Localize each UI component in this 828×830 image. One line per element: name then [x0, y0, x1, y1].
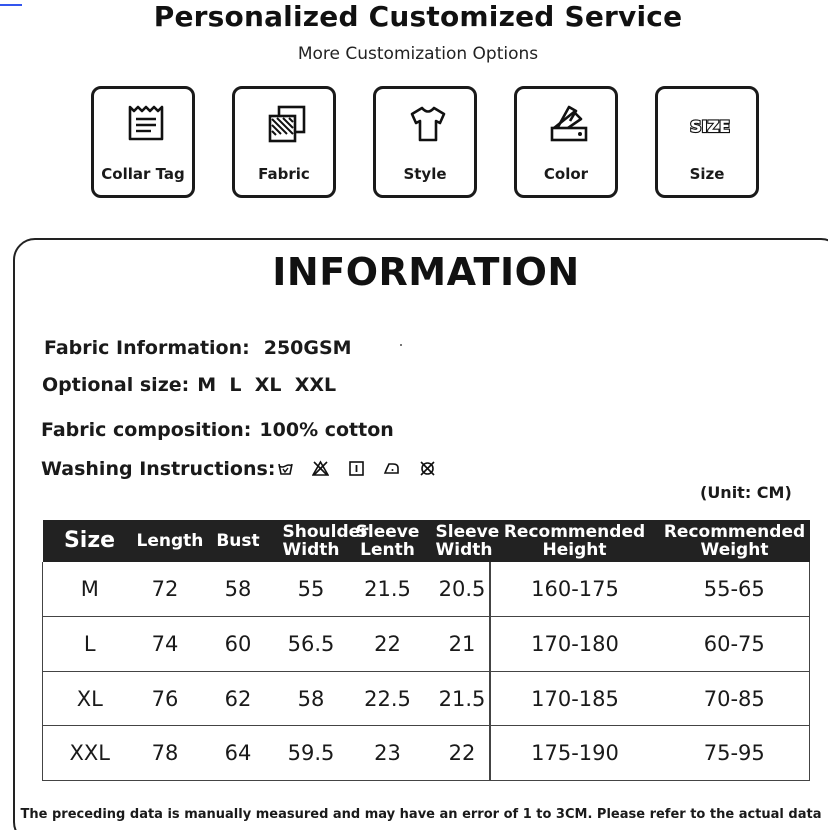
- fabric-information-line: [44, 337, 352, 359]
- no-dry-clean-icon: [419, 460, 436, 477]
- table-row: [43, 726, 810, 781]
- washing-instructions-line: [41, 458, 275, 480]
- cell-sleeve-width: 21.5: [436, 671, 490, 726]
- fabric-composition-label: Fabric composition:: [41, 419, 252, 441]
- fabric-icon: [266, 103, 308, 145]
- optional-size-value: M L XL XXL: [197, 374, 337, 396]
- footer-note: The preceding data is manually measured and may have an error of 1 to 3CM. Please refer to the actual data: [20, 807, 822, 822]
- cell-shoulder-width: 58: [283, 671, 340, 726]
- cell-recommended-weight: 75-95: [660, 726, 810, 781]
- size-icon: [689, 103, 731, 145]
- table-row: [43, 671, 810, 726]
- no-bleach-icon: [312, 460, 329, 477]
- cell-length: 72: [137, 562, 194, 617]
- table-header-row: [43, 520, 810, 562]
- iron-icon: [383, 460, 400, 477]
- option-collar-tag[interactable]: [91, 86, 195, 198]
- optional-size-line: [42, 374, 336, 396]
- size-chart-table: [42, 520, 810, 781]
- customization-options: [91, 86, 759, 198]
- information-title: INFORMATION: [272, 250, 580, 294]
- option-label: Fabric: [258, 165, 310, 183]
- washing-instructions-label: Washing Instructions:: [41, 458, 276, 480]
- table-row: [43, 562, 810, 617]
- fabric-composition-line: [41, 419, 394, 441]
- option-fabric[interactable]: [232, 86, 336, 198]
- option-label: Style: [403, 165, 447, 183]
- unit-label: (Unit: CM): [700, 483, 792, 502]
- table-row: [43, 617, 810, 672]
- color-swatch-icon: [548, 103, 590, 145]
- cell-bust: 58: [194, 562, 283, 617]
- cell-bust: 62: [194, 671, 283, 726]
- header-sleeve-length: Sleeve Lenth: [340, 520, 436, 562]
- stray-dot: [400, 344, 402, 346]
- cell-recommended-height: 170-180: [490, 617, 660, 672]
- cell-bust: 64: [194, 726, 283, 781]
- cell-recommended-weight: 60-75: [660, 617, 810, 672]
- cell-size: XXL: [43, 726, 137, 781]
- option-label: Collar Tag: [101, 165, 185, 183]
- cell-recommended-weight: 55-65: [660, 562, 810, 617]
- fabric-information-label: Fabric Information:: [44, 337, 250, 359]
- tumble-dry-icon: [348, 460, 365, 477]
- cell-length: 78: [137, 726, 194, 781]
- page-title: Personalized Customized Service: [153, 0, 683, 33]
- cell-sleeve-length: 21.5: [340, 562, 436, 617]
- cell-shoulder-width: 59.5: [283, 726, 340, 781]
- cell-sleeve-length: 23: [340, 726, 436, 781]
- header-length: Length: [137, 520, 194, 562]
- cell-recommended-height: 175-190: [490, 726, 660, 781]
- page-subtitle: More Customization Options: [297, 44, 539, 64]
- fabric-composition-value: 100% cotton: [259, 419, 394, 441]
- svg-text:SIZE: SIZE: [689, 117, 731, 136]
- option-color[interactable]: [514, 86, 618, 198]
- cell-sleeve-length: 22.5: [340, 671, 436, 726]
- cell-recommended-weight: 70-85: [660, 671, 810, 726]
- cell-length: 74: [137, 617, 194, 672]
- fabric-information-value: 250GSM: [263, 337, 352, 359]
- option-label: Size: [689, 165, 725, 183]
- optional-size-label: Optional size:: [42, 374, 190, 396]
- header-recommended-height: Recommended Height: [490, 520, 660, 562]
- cell-recommended-height: 170-185: [490, 671, 660, 726]
- collar-tag-icon: [125, 103, 167, 145]
- cell-length: 76: [137, 671, 194, 726]
- cell-shoulder-width: 56.5: [283, 617, 340, 672]
- cell-size: XL: [43, 671, 137, 726]
- cell-sleeve-width: 22: [436, 726, 490, 781]
- tshirt-icon: [407, 103, 449, 145]
- cell-bust: 60: [194, 617, 283, 672]
- cell-size: L: [43, 617, 137, 672]
- cell-size: M: [43, 562, 137, 617]
- header-recommended-weight: Recommended Weight: [660, 520, 810, 562]
- header-shoulder-width: Shoulder Width: [282, 522, 369, 560]
- option-label: Color: [543, 165, 589, 183]
- cell-sleeve-width: 20.5: [436, 562, 490, 617]
- header-bust: Bust: [194, 520, 283, 562]
- cell-recommended-height: 160-175: [490, 562, 660, 617]
- option-style[interactable]: [373, 86, 477, 198]
- header-size: Size: [43, 520, 137, 562]
- option-size[interactable]: [655, 86, 759, 198]
- cell-shoulder-width: 55: [283, 562, 340, 617]
- hand-wash-icon: [277, 460, 294, 477]
- cell-sleeve-length: 22: [340, 617, 436, 672]
- header-sleeve-width: Sleeve Width: [435, 522, 500, 560]
- cell-sleeve-width: 21: [436, 617, 490, 672]
